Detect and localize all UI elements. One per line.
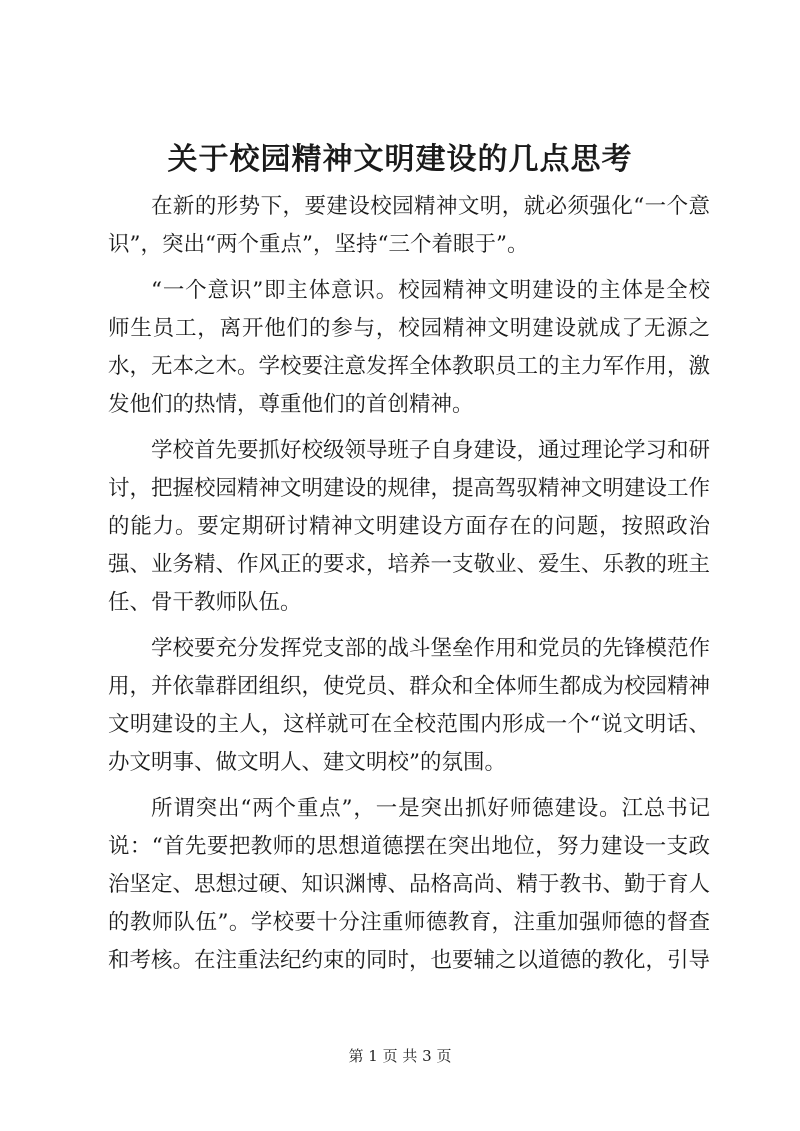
paragraph-2: “一个意识”即主体意识。校园精神文明建设的主体是全校师生员工，离开他们的参与，校园精神文明建设就成了无源之水，无本之木。学校要注意发挥全体教职员工的主力军作用，激发他们的热情，尊重他们的首创精神。: [108, 278, 711, 417]
paragraph-1: 在新的形势下，要建设校园精神文明，就必须强化“一个意识”，突出“两个重点”，坚持“三个着眼于”。: [108, 194, 710, 257]
page-number-footer: 第 1 页 共 3 页: [348, 1047, 452, 1065]
document-title: 关于校园精神文明建设的几点思考: [167, 142, 633, 177]
document-body: [108, 188, 710, 988]
paragraph-4: 学校要充分发挥党支部的战斗堡垒作用和党员的先锋模范作用，并依靠群团组织，使党员、群众和全体师生都成为校园精神文明建设的主人，这样就可在全校范围内形成一个“说文明话、办文明事、做文明人、建文明校”的氛围。: [108, 636, 711, 775]
paragraph-3: 学校首先要抓好校级领导班子自身建设，通过理论学习和研讨，把握校园精神文明建设的规律，提高驾驭精神文明建设工作的能力。要定期研讨精神文明建设方面存在的问题，按照政治强、业务精、作风正的要求，培养一支敬业、爱生、乐教的班主任、骨干教师队伍。: [108, 438, 711, 615]
paragraph-5: 所谓突出“两个重点”，一是突出抓好师德建设。江总书记说：“首先要把教师的思想道德摆在突出地位，努力建设一支政治坚定、思想过硬、知识渊博、品格高尚、精于教书、勤于育人的教师队伍”。学校要十分注重师德教育，注重加强师德的督查和考核。在注重法纪约束的同时，也要辅之以道德的教化，引导: [108, 796, 711, 973]
